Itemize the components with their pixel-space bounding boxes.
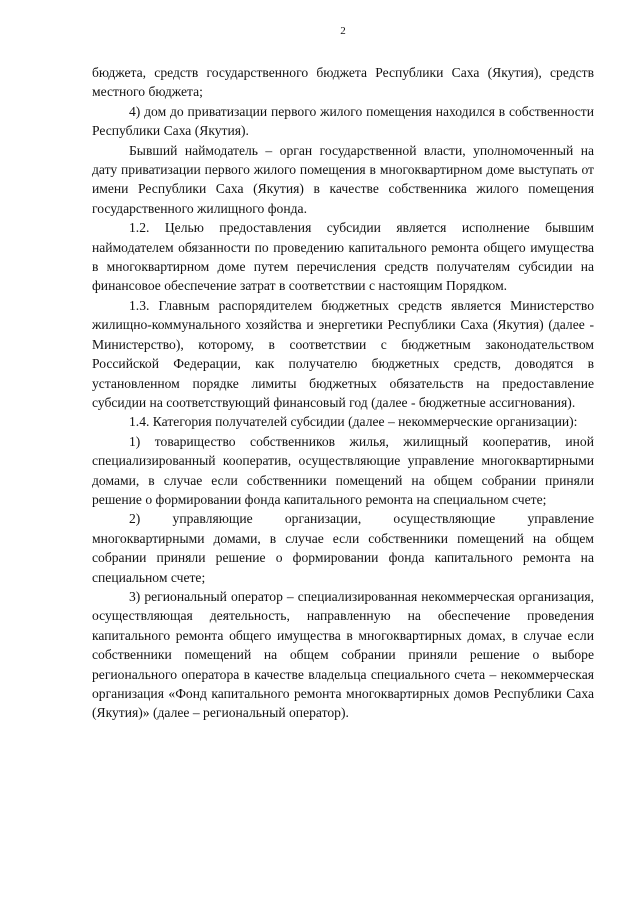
paragraph: 1.2. Целью предоставления субсидии является исполнение бывшим наймодателем обязанности по проведению капитального ремонта общего имущества в многоквартирном доме путем перечисления средств получателям субсидии на финансовое обеспечение затрат в соответствии с настоящим Порядком.: [92, 220, 594, 294]
page-number: 2: [340, 25, 346, 37]
document-body: [92, 63, 594, 723]
paragraph: 4) дом до приватизации первого жилого помещения находился в собственности Республики Саха (Якутия).: [92, 103, 594, 139]
document-page: [92, 24, 594, 723]
paragraph: Бывший наймодатель – орган государственной власти, уполномоченный на дату приватизации первого жилого помещения в многоквартирном доме выступать от имени Республики Саха (Якутия) в качестве собственника жилого помещения государственного жилищного фонда.: [92, 142, 594, 216]
paragraph: 3) региональный оператор – специализированная некоммерческая организация, осуществляющая деятельность, направленную на обеспечение проведения капитального ремонта общего имущества в многоквартирных домах, в случае если собственники помещений на общем собрании приняли решение о выборе регионального оператора в качестве владельца специального счета – некоммерческая организация «Фонд капитального ремонта многоквартирных домов Республики Саха (Якутия)» (далее – региональный оператор).: [92, 588, 594, 721]
paragraph: 1) товарищество собственников жилья, жилищный кооператив, иной специализированный кооператив, осуществляющие управление многоквартирными домами, в случае если собственники помещений на общем собрании приняли решение о формировании фонда капитального ремонта на специальном счете;: [92, 433, 594, 507]
paragraph: 1.4. Категория получателей субсидии (далее – некоммерческие организации):: [129, 414, 578, 430]
paragraph: 2) управляющие организации, осуществляющие управление многоквартирными домами, в случае если собственники помещений на общем собрании приняли решение о формировании фонда капитального ремонта на специальном счете;: [92, 511, 594, 585]
paragraph: 1.3. Главным распорядителем бюджетных средств является Министерство жилищно-коммунального хозяйства и энергетики Республики Саха (Якутия) (далее - Министерство), которому, в соответствии с бюджетным законодательством Российской Федерации, как получателю бюджетных средств, доводятся в установленном порядке лимиты бюджетных обязательств на предоставление субсидии на соответствующий финансовый год (далее - бюджетные ассигнования).: [92, 297, 594, 410]
paragraph: бюджета, средств государственного бюджета Республики Саха (Якутия), средств местного бюджета;: [92, 65, 594, 100]
